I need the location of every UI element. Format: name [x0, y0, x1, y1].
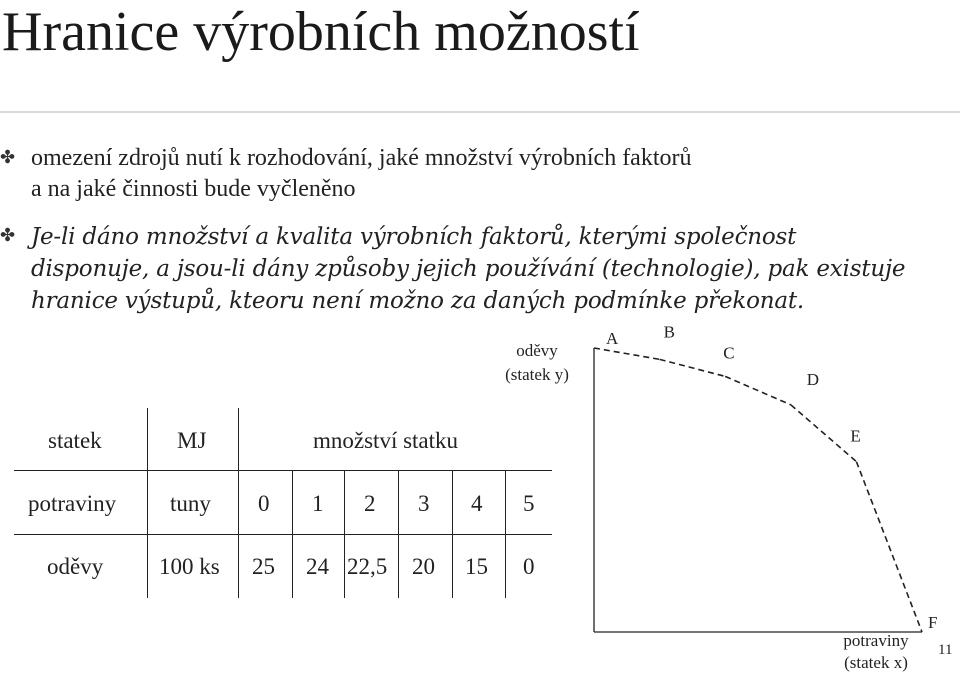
- point-label-e: E: [850, 426, 861, 446]
- bullet-line: Je-li dáno množství a kvalita výrobních faktorů, kterými společnost: [31, 224, 797, 250]
- page-title: Hranice výrobních možností: [2, 1, 640, 63]
- point-label-b: B: [663, 322, 675, 342]
- table-row-label: oděvy: [47, 554, 104, 579]
- table-cell: 20: [412, 554, 435, 579]
- table-cell: 0: [258, 491, 270, 516]
- table-row-unit: 100 ks: [159, 554, 220, 579]
- bullet-line: hranice výstupů, kteoru není možno za daných podmínke překonat.: [31, 288, 805, 314]
- y-axis-label-line2: (statek y): [505, 365, 569, 384]
- frontier-segment: [660, 359, 726, 376]
- frontier-segment: [791, 405, 857, 462]
- table-cell: 2: [364, 491, 376, 516]
- table-cell: 22,5: [347, 554, 388, 579]
- point-label-a: A: [606, 329, 619, 348]
- table-cell: 5: [523, 491, 535, 516]
- point-label-c: C: [723, 343, 735, 363]
- table-cell: 3: [418, 491, 430, 516]
- bullet-line: a na jaké činnosti bude vyčleněno: [31, 176, 356, 202]
- fleuron-bullet-icon: ✤: [0, 147, 16, 168]
- frontier-segment: [594, 348, 660, 359]
- page-number: 11: [938, 642, 953, 658]
- frontier-segment: [856, 462, 922, 632]
- y-axis-label-line1: oděvy: [516, 341, 558, 360]
- table-header-item: statek: [48, 428, 102, 453]
- fleuron-bullet-icon: ✤: [0, 225, 16, 246]
- table-row-label: potraviny: [28, 491, 117, 516]
- table-header-quantity: množství statku: [313, 428, 459, 453]
- table-row-unit: tuny: [170, 491, 211, 516]
- bullet-line: disponuje, a jsou-li dány způsoby jejich používání (technologie), pak existuje: [31, 256, 906, 282]
- frontier-segment: [725, 376, 791, 404]
- table-cell: 0: [523, 554, 535, 579]
- point-labels: [606, 322, 937, 632]
- x-axis-label-line1: potraviny: [843, 631, 909, 650]
- table-cell: 1: [312, 491, 324, 516]
- table-cell: 15: [465, 554, 488, 579]
- table-cell: 24: [306, 554, 329, 579]
- table-header-unit: MJ: [177, 428, 207, 453]
- point-label-d: D: [806, 369, 820, 389]
- frontier-curve: [594, 348, 922, 632]
- table-cell: 4: [471, 491, 483, 516]
- point-label-f: F: [928, 613, 938, 632]
- bullet-line: omezení zdrojů nutí k rozhodování, jaké množství výrobních faktorů: [31, 145, 692, 171]
- table-cell: 25: [252, 554, 275, 579]
- x-axis-label-line2: (statek x): [844, 653, 908, 672]
